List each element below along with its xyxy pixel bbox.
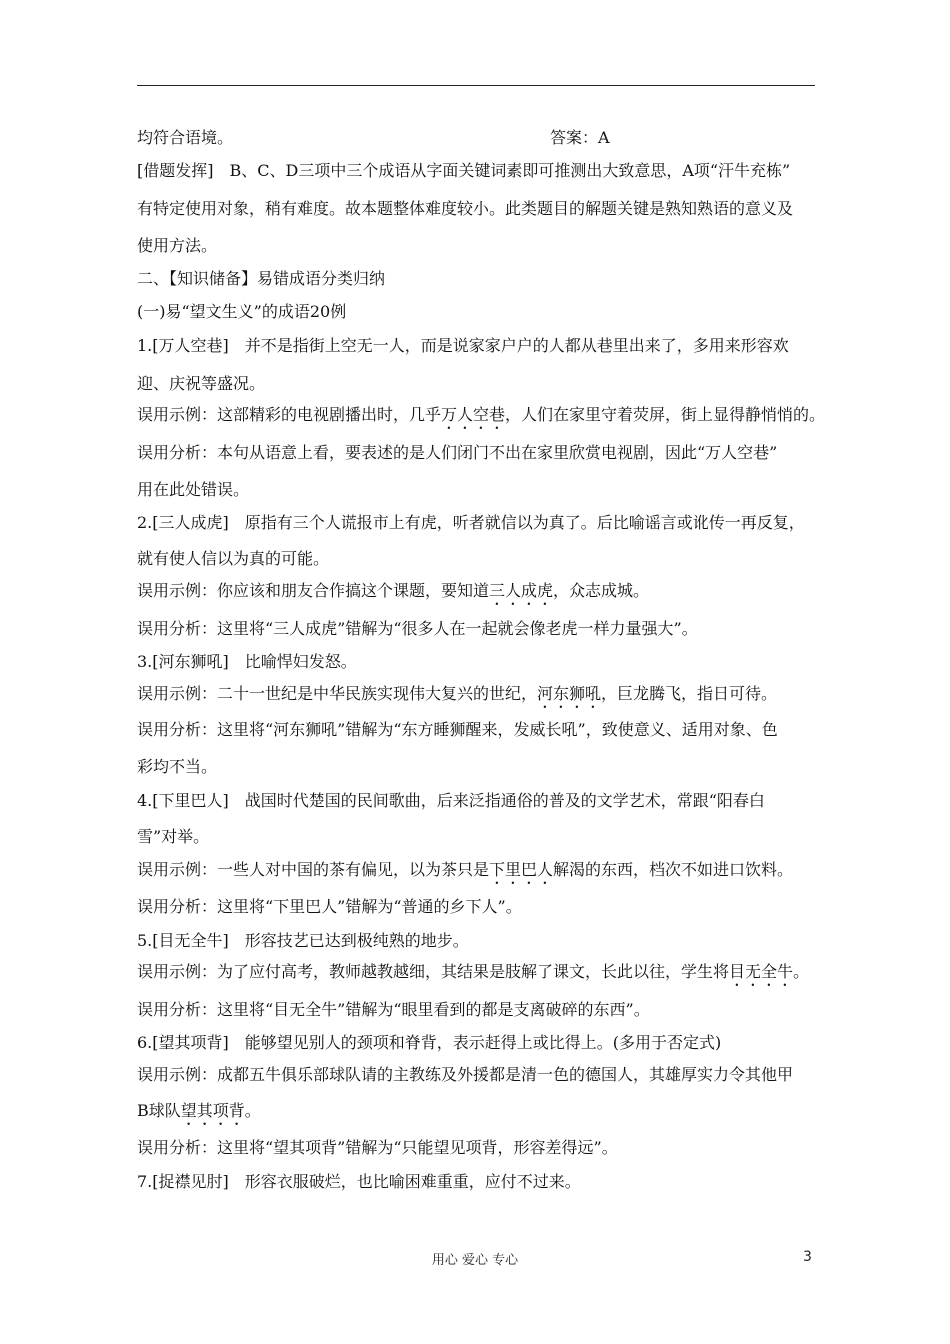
- misuse-example: 误用示例：这部精彩的电视剧播出时，几乎万人空巷，人们在家里守着荧屏，街上显得静悄悄的。: [137, 405, 826, 424]
- text-line: 有特定使用对象，稍有难度。故本题整体难度较小。此类题目的解题关键是熟知熟语的意义及: [137, 199, 794, 218]
- emphasized-idiom: 三人成虎: [489, 581, 554, 600]
- subsection-heading: (一)易“望文生义”的成语20例: [137, 302, 347, 321]
- text-line: B球队望其项背。: [137, 1101, 261, 1120]
- emphasized-idiom: 下里巴人: [489, 860, 554, 879]
- misuse-example: 误用示例：为了应付高考，教师越教越细，其结果是肢解了课文，长此以往，学生将目无全牛。: [137, 962, 810, 981]
- page-footer: 用心 爱心 专心: [431, 1253, 519, 1268]
- idiom-entry: 3.[河东狮吼] 比喻悍妇发怒。: [137, 652, 357, 671]
- idiom-entry: 4.[下里巴人] 战国时代楚国的民间歌曲，后来泛指通俗的普及的文学艺术，常跟“阳春白: [137, 791, 765, 810]
- misuse-analysis: 误用分析：这里将“三人成虎”错解为“很多人在一起就会像老虎一样力量强大”。: [137, 619, 698, 638]
- emphasized-idiom: 万人空巷: [441, 405, 506, 424]
- misuse-analysis: 误用分析：这里将“目无全牛”错解为“眼里看到的都是支离破碎的东西”。: [137, 1000, 650, 1019]
- misuse-analysis: 误用分析：这里将“望其项背”错解为“只能望见项背，形容差得远”。: [137, 1138, 618, 1157]
- emphasized-idiom: 目无全牛: [729, 962, 794, 981]
- idiom-entry: 7.[捉襟见肘] 形容衣服破烂，也比喻困难重重，应付不过来。: [137, 1172, 581, 1191]
- text-line: 迎、庆祝等盛况。: [137, 374, 266, 393]
- idiom-entry: 1.[万人空巷] 并不是指街上空无一人，而是说家家户户的人都从巷里出来了，多用来形容欢: [137, 336, 789, 355]
- misuse-example: 误用示例：二十一世纪是中华民族实现伟大复兴的世纪，河东狮吼，巨龙腾飞，指日可待。: [137, 684, 778, 703]
- emphasized-idiom: 河东狮吼: [537, 684, 602, 703]
- misuse-analysis: 误用分析：这里将“下里巴人”错解为“普通的乡下人”。: [137, 897, 522, 916]
- idiom-entry: 2.[三人成虎] 原指有三个人谎报市上有虎，听者就信以为真了。后比喻谣言或讹传一再反复，: [137, 513, 805, 532]
- idiom-entry: 6.[望其项背] 能够望见别人的颈项和脊背，表示赶得上或比得上。(多用于否定式): [137, 1033, 722, 1052]
- misuse-example: 误用示例：一些人对中国的茶有偏见，以为茶只是下里巴人解渴的东西，档次不如进口饮料。: [137, 860, 794, 879]
- text-line: 用在此处错误。: [137, 480, 250, 499]
- page-number: 3: [803, 1249, 812, 1265]
- text-line: 雪”对举。: [137, 827, 210, 846]
- idiom-entry: 5.[目无全牛] 形容技艺已达到极纯熟的地步。: [137, 931, 469, 950]
- misuse-analysis: 误用分析：这里将“河东狮吼”错解为“东方睡狮醒来，发威长吼”，致使意义、适用对象、色: [137, 720, 778, 739]
- misuse-analysis: 误用分析：本句从语意上看，要表述的是人们闭门不出在家里欣赏电视剧，因此“万人空巷”: [137, 443, 778, 462]
- emphasized-idiom: 望其项背: [180, 1101, 245, 1120]
- misuse-example: 误用示例：你应该和朋友合作搞这个课题，要知道三人成虎，众志成城。: [137, 581, 650, 600]
- text-line: 就有使人信以为真的可能。: [137, 549, 330, 568]
- section-heading: 二、【知识储备】易错成语分类归纳: [137, 269, 386, 288]
- text-line: 均符合语境。 答案：A: [137, 128, 610, 147]
- text-line: 使用方法。: [137, 236, 218, 255]
- misuse-example: 误用示例：成都五牛俱乐部球队请的主教练及外援都是清一色的德国人，其雄厚实力令其他甲: [137, 1065, 794, 1084]
- header-rule: [137, 85, 815, 86]
- text-line: 彩均不当。: [137, 757, 218, 776]
- answer-text: 答案：A: [550, 128, 610, 147]
- text-line: [借题发挥] B、C、D三项中三个成语从字面关键词素即可推测出大致意思，A项“汗牛充栋”: [137, 161, 791, 180]
